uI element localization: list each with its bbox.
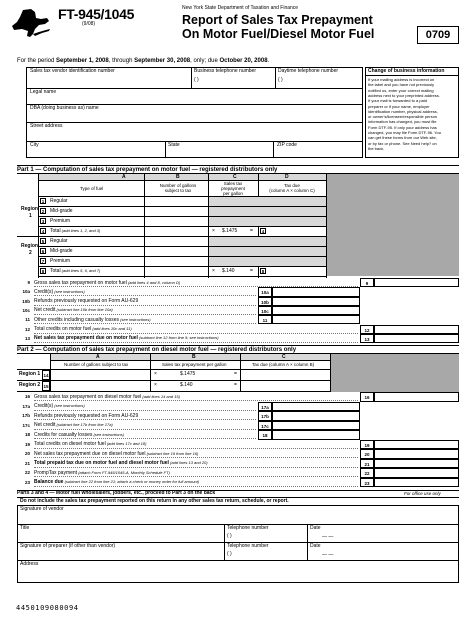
line-19-amount-field[interactable] (374, 440, 459, 450)
line-19-number: 19 (20, 441, 30, 448)
vendor-date-field[interactable]: — — (322, 534, 334, 540)
title-field[interactable] (19, 531, 219, 541)
line-label-text: Credits for casualty losses (34, 431, 93, 438)
line-label-text: Regular (50, 198, 68, 204)
line-8-number: 8 (41, 269, 45, 274)
line-label-text: Mid-grade (50, 248, 73, 254)
line-16-label (34, 395, 180, 400)
zip-label: ZIP code (277, 142, 297, 148)
line-label-hint: (attach Form FT-945/1045-A, Monthly Schedule FT) (77, 469, 170, 475)
line-10a-box-number: 10a (258, 287, 272, 296)
line-8-equals: = (250, 268, 253, 274)
line-14-rate: $.1475 (180, 371, 196, 377)
line-21-box-number: 21 (360, 459, 374, 469)
line-label-hint: (subtract line 22 from line 21; attach a check or money order for full amount) (63, 479, 200, 484)
p1-due-line: (column A × column C) (269, 188, 315, 194)
line-1-gallons-field[interactable] (146, 197, 206, 205)
vendor-id-field[interactable] (28, 75, 188, 87)
line-23-amount-field[interactable] (374, 478, 459, 488)
parts34-title: Parts 3 and 4 — Motor fuel wholesalers, jobbers, etc., proceed to Part 3 on the back (17, 490, 216, 496)
signature-note: Do not include the sales tax prepayment reported on this return in any other sales tax return, schedule, or report. (20, 497, 289, 504)
region1-number: 1 (29, 213, 32, 219)
line-15-equals: = (234, 382, 237, 388)
line-17a-box-number: 17a (258, 402, 272, 412)
line-23-label (34, 480, 199, 485)
preparer-signature-label: Signature of preparer (if other than vendor) (20, 543, 116, 549)
p1-gallons-line: subject to tax (164, 188, 192, 194)
line-4-gallons-field[interactable] (146, 227, 206, 235)
line-label-text: Balance due (34, 479, 64, 485)
line-17c-box-number: 17c (258, 421, 272, 431)
line-15-rate: $.140 (180, 382, 193, 388)
p1-rate-line: prepayment (221, 186, 245, 192)
line-8-tax-due-field[interactable] (268, 267, 324, 275)
form-title-line2: On Motor Fuel/Diesel Motor Fuel (182, 27, 375, 41)
line-18-amount-field[interactable] (272, 430, 360, 440)
line-4-tax-due-field[interactable] (268, 227, 324, 235)
leader-dots (34, 486, 358, 487)
part2-header-due: Tax due (column A × column B) (252, 362, 315, 367)
city-label: City (30, 142, 39, 148)
agency-name: New York State Department of Taxation and Finance (182, 5, 299, 11)
region2-label: Region (21, 243, 38, 249)
line-12-amount-field[interactable] (374, 325, 459, 334)
row-rule (38, 276, 326, 277)
leader-dots (34, 476, 358, 477)
line-label-hint: (see instructions) (92, 431, 124, 437)
part1-col-a: A (122, 173, 126, 180)
line-2-number: 2 (41, 209, 45, 214)
line-18-box-number: 18 (258, 430, 272, 440)
change-info-line: information has changed, you must file (368, 119, 437, 125)
line-label-text: Gross sales tax prepayment on motor fuel (34, 279, 127, 286)
line-16-number: 16 (20, 393, 30, 400)
leader-dots (34, 410, 256, 411)
line-20-amount-field[interactable] (374, 449, 459, 459)
preparer-date-field[interactable]: — — (322, 552, 334, 558)
line-label-text: Gross sales tax prepayment on diesel motor fuel (34, 393, 142, 400)
line-label-text: Regular (50, 238, 68, 244)
line-11-box-number: 11 (258, 315, 272, 324)
line-10a-amount-field[interactable] (272, 287, 360, 296)
change-info-title: Change of business information (368, 68, 445, 74)
change-info-line: If your mailing address is incorrect on (368, 77, 435, 82)
change-info-line: or by fax or phone. See Need help? on (368, 140, 437, 146)
part2-col-a: A (96, 353, 100, 360)
line-14-equals: = (234, 371, 237, 377)
line-17a-label (34, 404, 85, 409)
line-23-box-number: 23 (360, 478, 374, 488)
line-label-text: Other credits including casualty losses (34, 316, 120, 323)
line-label-text: Credit(s) (34, 403, 54, 409)
line-18-label (34, 433, 124, 438)
part2-header-rate: Sales tax prepayment per gallon (162, 362, 227, 367)
line-7-shaded (209, 257, 326, 267)
filing-period: For the period September 1, 2008, through September 30, 2008, only; due October 20, 2008. (17, 58, 270, 64)
line-label-hint: (add lines 17c and 18) (105, 441, 147, 446)
city-field[interactable] (28, 148, 163, 157)
line-14-tax-due-field[interactable] (242, 371, 328, 379)
preparer-date-label: Date (310, 543, 321, 549)
part2-region2: Region 2 (19, 381, 41, 388)
line-21-amount-field[interactable] (374, 459, 459, 469)
line-5-gallons-field[interactable] (146, 237, 206, 245)
line-13-box-number: 13 (360, 334, 374, 343)
change-info-line: identification number, physical address, (368, 108, 438, 114)
region2-number: 2 (29, 250, 32, 256)
line-8-gallons-field[interactable] (146, 267, 206, 275)
line-label-text: Premium (50, 218, 71, 224)
part2-shaded-area (330, 354, 459, 392)
line-6-label (50, 249, 73, 254)
line-2-shaded (209, 207, 326, 217)
vendor-signature-field[interactable] (19, 513, 457, 523)
line-18-number: 18 (20, 431, 30, 438)
line-label-text: PrompTax payment (34, 469, 78, 476)
line-3-number: 3 (41, 219, 45, 224)
part2-region1: Region 1 (19, 370, 41, 377)
line-3-gallons-field[interactable] (146, 217, 206, 225)
line-13-label (34, 336, 219, 341)
dba-label: DBA (doing business as) name (30, 105, 99, 111)
line-label-text: Total prepaid tax due on motor fuel and diesel motor fuel (34, 460, 169, 466)
line-2-label (50, 209, 73, 214)
line-9-label (34, 281, 180, 286)
vendor-date-label: Date (310, 525, 321, 531)
line-label-text: Mid-grade (50, 208, 73, 214)
business-phone-label: Business telephone number (194, 68, 256, 74)
line-10c-label (34, 308, 113, 313)
legal-name-label: Legal name (30, 89, 57, 95)
leader-dots (34, 419, 256, 420)
line-13-amount-field[interactable] (374, 334, 459, 343)
p1-due-line: Tax due (284, 183, 300, 188)
line-4-label (50, 229, 100, 234)
p1-rate-line: Sales tax (223, 181, 243, 186)
line-15-tax-due-field[interactable] (242, 382, 328, 390)
line-17c-amount-field[interactable] (272, 421, 360, 431)
line-label-hint: (see instructions) (53, 288, 85, 294)
line-8-label (50, 269, 100, 274)
line-1-label (50, 199, 68, 204)
title-label: Title (20, 525, 30, 531)
part2-title: Part 2 — Computation of sales tax prepayment on diesel motor fuel — registered distributors only (17, 346, 297, 353)
leader-dots (34, 333, 358, 334)
line-label-text: Refunds previously requested on Form AU-629 (34, 412, 139, 419)
leader-dots (34, 314, 256, 315)
line-8-rate: $.140 (222, 268, 235, 274)
legal-name-field[interactable] (28, 96, 361, 103)
leader-dots (34, 342, 358, 343)
leader-dots (34, 429, 256, 430)
line-17c-label (34, 423, 113, 428)
line-21-number: 21 (20, 460, 30, 467)
change-info-line: can get these forms from our Web site, (368, 135, 437, 141)
part1-header-type: Type of fuel (80, 186, 104, 191)
line-17b-label (34, 414, 138, 419)
line-label-hint: (subtract line 10b from line 10a) (55, 307, 113, 313)
line-6-shaded (209, 247, 326, 257)
leader-dots (34, 295, 256, 296)
state-label: State (168, 142, 180, 148)
line-10a-label (34, 290, 85, 295)
change-info-line: the back. (368, 145, 385, 151)
daytime-phone-label: Daytime telephone number (278, 68, 339, 74)
line-12-box-number: 12 (360, 325, 374, 334)
form-title-line1: Report of Sales Tax Prepayment (182, 13, 373, 27)
line-label-hint: (add lines 1, 2, and 3) (60, 228, 101, 233)
line-10c-number: 10c (20, 307, 30, 314)
line-4-times: × (212, 228, 215, 234)
part2-header-gallons: Number of gallons subject to tax (64, 362, 129, 367)
form-number: FT-945/1045 (58, 6, 135, 22)
line-6-number: 6 (41, 249, 45, 254)
line-12-number: 12 (20, 326, 30, 333)
line-5-number: 5 (41, 239, 45, 244)
daytime-phone-field[interactable]: ( ) (278, 77, 283, 83)
line-label-hint: (add lines 13 and 20) (168, 460, 208, 465)
vendor-phone-label: Telephone number (227, 525, 269, 531)
line-label-text: Net credit (34, 422, 56, 428)
form-code: 0709 (417, 26, 459, 44)
line-9-number: 9 (20, 279, 30, 286)
change-info-line: notified us, enter your correct mailing (368, 87, 434, 93)
leader-dots (34, 467, 358, 468)
line-11-amount-field[interactable] (272, 315, 360, 324)
part1-shaded-area (326, 174, 459, 276)
address-label: Address (20, 561, 39, 567)
line-2-gallons-field[interactable] (146, 207, 206, 215)
preparer-phone-field[interactable]: ( ) (227, 551, 232, 557)
form-revision: (9/08) (82, 21, 96, 27)
zip-field[interactable] (275, 148, 361, 157)
line-10b-number: 10b (20, 298, 30, 305)
line-label-hint: (see instructions) (119, 316, 151, 322)
line-17a-number: 17a (20, 403, 30, 410)
line-20-label (34, 452, 198, 457)
line-8-times: × (212, 268, 215, 274)
line-17a-amount-field[interactable] (272, 402, 360, 412)
line-label-hint: (add lines 10c and 11) (91, 326, 132, 331)
line-17b-number: 17b (20, 412, 30, 419)
line-4-rate: $.1475 (222, 228, 238, 234)
line-label-hint: (subtract line 12 from line 9; see instructions) (137, 335, 219, 341)
line-15-times: × (154, 382, 157, 388)
line-label-hint: (see instructions) (53, 403, 85, 408)
vendor-signature-label: Signature of vendor (20, 506, 64, 512)
line-label-hint: (subtract line 19 from line 16) (145, 450, 199, 456)
line-15-number: 15 (42, 381, 50, 391)
line-22-label (34, 471, 170, 476)
part1-col-b: B (176, 173, 180, 180)
line-1-number: 1 (41, 199, 45, 204)
line-10a-number: 10a (20, 288, 30, 295)
business-phone-field[interactable]: ( ) (194, 77, 199, 83)
line-20-box-number: 20 (360, 449, 374, 459)
line-7-gallons-field[interactable] (146, 257, 206, 265)
line-19-label (34, 442, 146, 447)
leader-dots (34, 438, 256, 439)
line-7-label (50, 259, 70, 264)
line-label-text: Net credit (34, 307, 56, 314)
change-info-line: address next to your preprinted address. (368, 92, 440, 98)
street-label: Street address (30, 123, 63, 129)
line-label-hint: (subtract line 17b from line 17a) (55, 422, 113, 427)
line-label-hint: (add lines 5, 6, and 7) (60, 268, 101, 273)
vendor-id-label: Sales tax vendor identification number (30, 68, 115, 74)
line-label-text: Total credits on motor fuel (34, 326, 92, 332)
part1-col-d: D (285, 173, 289, 180)
nys-map-logo (9, 8, 53, 40)
line-label-text: Total (50, 228, 61, 234)
line-4-number: 4 (41, 229, 45, 234)
line-20-number: 20 (20, 450, 30, 457)
barcode-number: 4450109080094 (16, 604, 79, 612)
change-info-line: changed, you may file Form DTF-96. You (368, 130, 441, 135)
line-16-amount-field[interactable] (374, 392, 459, 402)
line-label-text: Net sales tax prepayment due on diesel motor fuel (34, 450, 146, 457)
leader-dots (34, 457, 358, 458)
line-9-amount-field[interactable] (374, 278, 459, 287)
line-label-hint: (add lines 4 and 8, column D) (126, 279, 181, 285)
change-info-line: the label and you have not previously (368, 82, 435, 88)
address-field[interactable] (19, 568, 457, 581)
line-8-d-number: 8 (261, 269, 265, 274)
preparer-phone-label: Telephone number (227, 543, 269, 549)
line-1-shaded (209, 197, 326, 207)
line-17b-amount-field[interactable] (272, 411, 360, 421)
line-14-times: × (154, 371, 157, 377)
line-6-gallons-field[interactable] (146, 247, 206, 255)
line-22-box-number: 22 (360, 468, 374, 478)
line-14-gallons-field[interactable] (52, 371, 148, 379)
line-15-gallons-field[interactable] (52, 382, 148, 390)
leader-dots (34, 305, 256, 306)
change-info-line: preparer or if your name, employer (368, 103, 430, 109)
leader-dots (34, 323, 256, 324)
line-label-hint: (add lines 14 and 15) (141, 393, 180, 399)
line-3-label (50, 219, 70, 224)
preparer-signature-field[interactable] (19, 550, 219, 560)
office-use-label: For office use only (404, 490, 441, 496)
line-10c-amount-field[interactable] (272, 306, 360, 315)
line-22-amount-field[interactable] (374, 468, 459, 478)
part2-col-c: C (282, 353, 286, 360)
line-label-text: Net sales tax prepayment due on motor fuel (34, 335, 138, 342)
part1-header-due (260, 183, 324, 193)
region1-label: Region (21, 206, 38, 212)
line-16-box-number: 16 (360, 392, 374, 402)
part1-header-gallons (150, 183, 206, 193)
line-23-number: 23 (20, 479, 30, 486)
line-13-number: 13 (20, 335, 30, 342)
line-4-equals: = (250, 228, 253, 234)
line-5-shaded (209, 237, 326, 247)
line-5-label (50, 239, 68, 244)
line-label-text: Refunds previously requested on Form AU-629 (34, 298, 139, 305)
state-field[interactable] (167, 148, 271, 157)
line-12-label (34, 327, 132, 332)
line-17b-box-number: 17b (258, 411, 272, 421)
line-11-number: 11 (20, 316, 30, 323)
line-11-label (34, 318, 151, 323)
vendor-phone-field[interactable]: ( ) (227, 533, 232, 539)
line-10b-amount-field[interactable] (272, 297, 360, 306)
dba-field[interactable] (28, 112, 361, 121)
line-9-box-number: 9 (360, 278, 374, 287)
part2-col-b: B (192, 353, 196, 360)
line-label-text: Premium (50, 258, 71, 264)
line-21-label (34, 461, 208, 466)
part1-header-rate (210, 181, 256, 197)
line-label-text: Credit(s) (34, 288, 54, 295)
line-14-number: 14 (42, 370, 50, 380)
line-10b-box-number: 10b (258, 297, 272, 306)
line-label-text: Total (50, 268, 61, 274)
line-19-box-number: 19 (360, 440, 374, 450)
change-info-line: or owner's/licensee/responsible person (368, 114, 438, 120)
change-info-line: Form DTF-95. If only your address has (368, 124, 437, 130)
line-22-number: 22 (20, 469, 30, 476)
part1-title: Part 1 — Computation of sales tax prepayment on motor fuel — registered distributors only (17, 166, 278, 173)
line-3-shaded (209, 217, 326, 227)
change-info-line: If your mail is forwarded to a paid (368, 98, 427, 104)
line-10b-label (34, 299, 138, 304)
line-17c-number: 17c (20, 422, 30, 429)
line-7-number: 7 (41, 259, 45, 264)
street-field[interactable] (28, 130, 361, 140)
leader-dots (34, 448, 358, 449)
line-10c-box-number: 10c (258, 306, 272, 315)
part1-col-c: C (233, 173, 237, 180)
line-4-d-number: 4 (261, 229, 265, 234)
line-label-text: Total credits on diesel motor fuel (34, 441, 106, 447)
p1-gallons-line: Number of gallons (159, 183, 197, 188)
p1-rate-line: per gallon (223, 191, 243, 197)
